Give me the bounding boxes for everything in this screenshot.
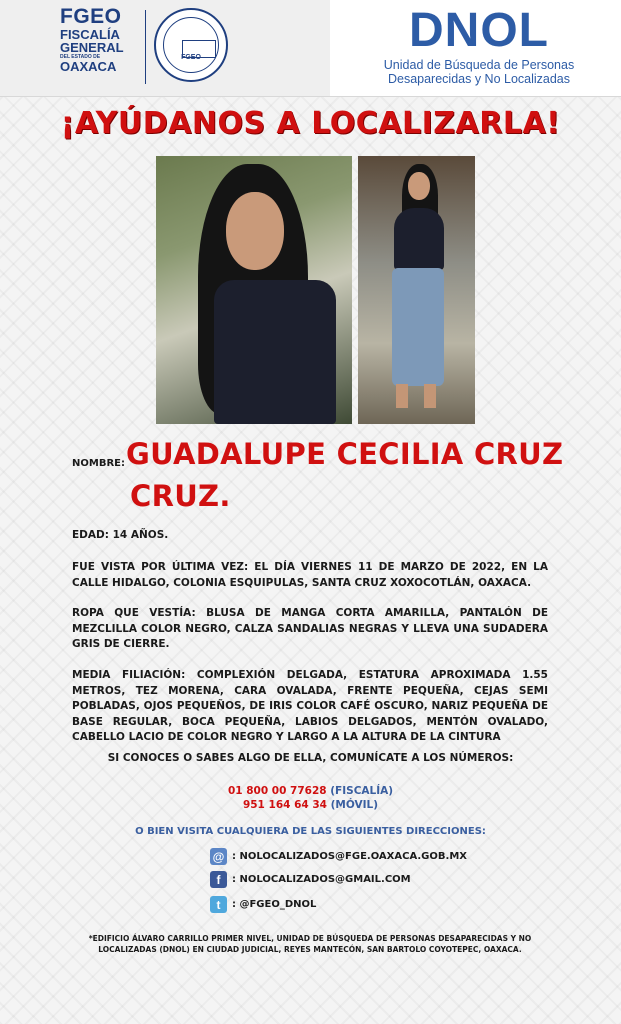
fgeo-logo xyxy=(60,6,140,73)
visit-text: O BIEN VISITA CUALQUIERA DE LAS SIGUIENTES DIRECCIONES: xyxy=(135,826,486,837)
portrait-photo xyxy=(156,156,352,424)
fullbody-face xyxy=(408,172,430,200)
header-divider xyxy=(145,10,146,84)
dnol-title: DNOL xyxy=(409,4,549,57)
fgeo-logo-small: DEL ESTADO DE xyxy=(60,54,101,60)
fgeo-logo-line3: OAXACA xyxy=(60,59,117,74)
name-label: NOMBRE: xyxy=(72,458,125,469)
fullbody-foot-right xyxy=(424,384,436,408)
fgeo-seal-icon xyxy=(154,8,228,82)
contact-cta: SI CONOCES O SABES ALGO DE ELLA, COMUNÍCATE A LOS NÚMEROS: xyxy=(107,752,514,764)
person-name-line1: GUADALUPE CECILIA CRUZ xyxy=(126,437,564,471)
contact-email[interactable] xyxy=(210,848,467,865)
clothing-text: ROPA QUE VESTÍA: BLUSA DE MANGA CORTA AMARILLA, PANTALÓN DE MEZCLILLA COLOR NEGRO, CALZA SANDALIAS NEGRAS Y LLEVA UNA SUDADERA GRIS DE CIERRE. xyxy=(72,607,548,650)
fullbody-jeans xyxy=(392,268,444,386)
fgeo-logo-top: FGEO xyxy=(60,5,122,28)
phone2-label: (MÓVIL) xyxy=(330,799,379,811)
mail-icon: @ xyxy=(210,848,227,865)
facebook-icon: f xyxy=(210,871,227,888)
facebook-link[interactable]: : NOLOCALIZADOS@GMAIL.COM xyxy=(232,874,411,885)
phone1-label: (FISCALÍA) xyxy=(330,785,394,797)
contact-twitter[interactable] xyxy=(210,896,316,913)
fullbody-blouse xyxy=(394,208,444,270)
dnol-subtitle-1: Unidad de Búsqueda de Personas xyxy=(383,58,575,72)
twitter-link[interactable]: : @FGEO_DNOL xyxy=(232,899,317,910)
fgeo-logo-line2: GENERAL xyxy=(60,40,124,55)
last-seen-text: FUE VISTA POR ÚLTIMA VEZ: EL DÍA VIERNES 11 DE MARZO DE 2022, EN LA CALLE HIDALGO, COLONIA ESQUIPULAS, SANTA CRUZ XOXOCOTLÁN, OAXACA. xyxy=(72,561,548,589)
person-name-line2: CRUZ. xyxy=(130,479,231,513)
age-text: EDAD: 14 AÑOS. xyxy=(72,529,169,541)
dnol-subtitle-2: Desaparecidas y No Localizadas xyxy=(387,72,571,86)
headline: ¡AYÚDANOS A LOCALIZARLA! xyxy=(60,106,561,141)
portrait-face xyxy=(226,192,284,270)
phone1-number[interactable]: 01 800 00 77628 xyxy=(227,785,327,797)
portrait-blouse xyxy=(214,280,336,424)
fgeo-panel xyxy=(0,0,330,96)
dnol-logo xyxy=(340,4,618,86)
seal-inner-ring xyxy=(163,17,219,73)
header-banner xyxy=(0,0,621,97)
email-link[interactable]: : NOLOCALIZADOS@FGE.OAXACA.GOB.MX xyxy=(232,851,467,862)
description-text: MEDIA FILIACIÓN: COMPLEXIÓN DELGADA, ESTATURA APROXIMADA 1.55 METROS, TEZ MORENA, CARA OVALADA, FRENTE PEQUEÑA, CEJAS SEMI POBLADAS, OJOS PEQUEÑOS, DE IRIS COLOR CAFÉ OSCURO, NARIZ PEQUEÑA DE BASE REGULAR, BOCA PEQUEÑA, LABIOS DELGADOS, MENTÓN OVALADO, CABELLO LACIO DE COLOR NEGRO Y LARGO A LA ALTURA DE LA CINTURA xyxy=(72,669,548,743)
contact-facebook[interactable] xyxy=(210,871,411,888)
fgeo-logo-line1: FISCALÍA xyxy=(60,27,120,42)
phone-line-1 xyxy=(0,784,621,799)
phone-line-2 xyxy=(0,798,621,813)
footer-address: *EDIFICIO ÁLVARO CARRILLO PRIMER NIVEL, UNIDAD DE BÚSQUEDA DE PERSONAS DESAPARECIDAS Y NO LOCALIZADAS (DNOL) EN CIUDAD JUDICIAL, REYES MANTECÓN, SAN BARTOLO COYOTEPEC, OAXACA. xyxy=(88,934,532,954)
full-body-photo xyxy=(358,156,475,424)
phone2-number[interactable]: 951 164 64 34 xyxy=(242,799,327,811)
fullbody-foot-left xyxy=(396,384,408,408)
seal-text: FGEO xyxy=(181,54,201,61)
twitter-icon: t xyxy=(210,896,227,913)
